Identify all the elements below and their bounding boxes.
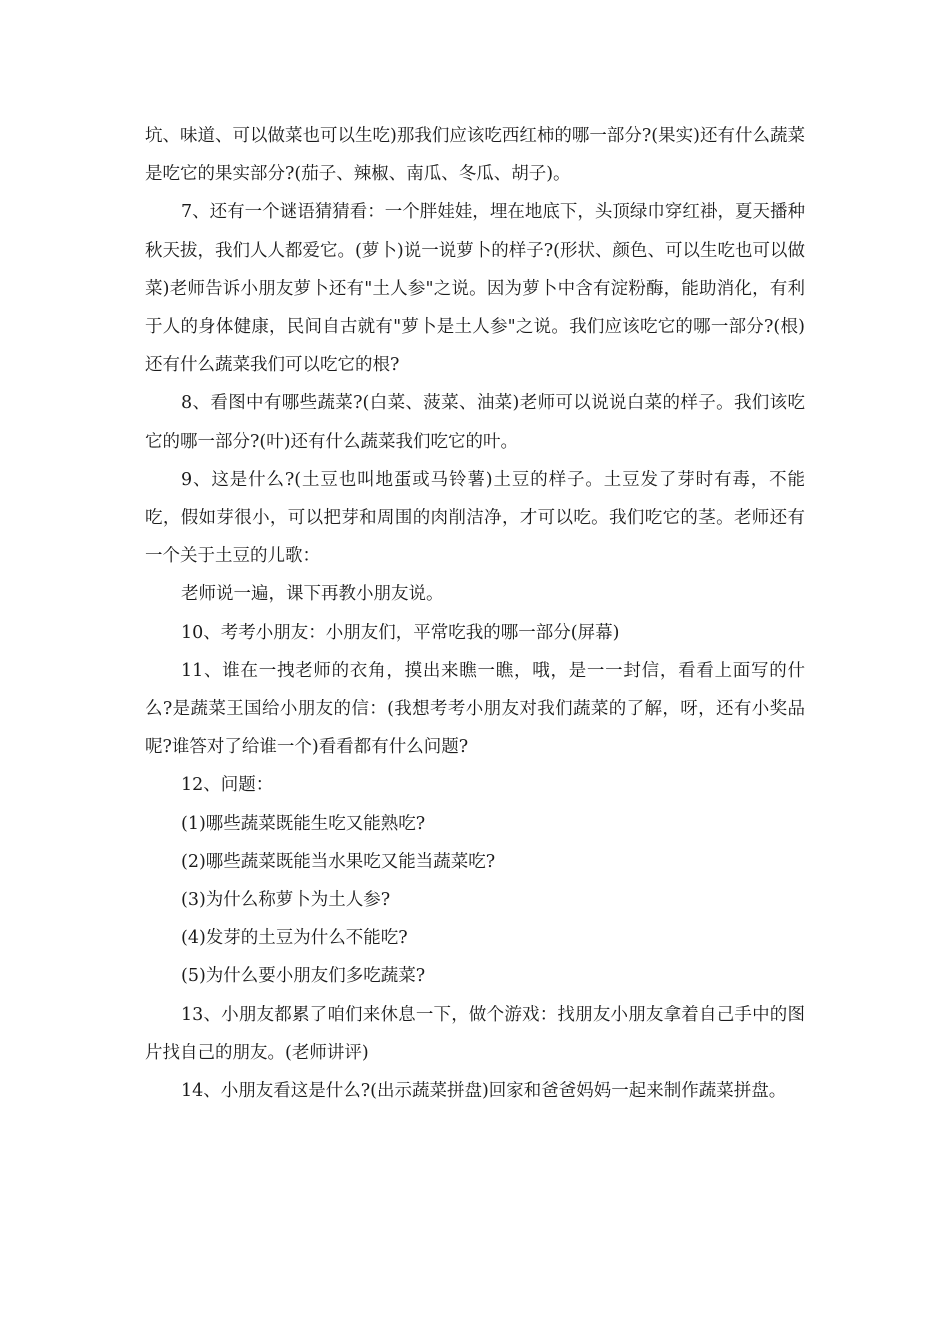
- paragraph-item-8: 8、看图中有哪些蔬菜?(白菜、菠菜、油菜)老师可以说说白菜的样子。我们该吃它的哪一部分?(叶)还有什么蔬菜我们吃它的叶。: [145, 393, 805, 452]
- paragraph-continuation: 坑、味道、可以做菜也可以生吃)那我们应该吃西红柿的哪一部分?(果实)还有什么蔬菜是吃它的果实部分?(茄子、辣椒、南瓜、冬瓜、胡子)。: [145, 126, 805, 185]
- question-3: (3)为什么称萝卜为土人参?: [181, 890, 391, 911]
- paragraph-item-12: 12、问题：: [181, 775, 274, 796]
- question-2: (2)哪些蔬菜既能当水果吃又能当蔬菜吃?: [181, 851, 496, 872]
- paragraph-item-10: 10、考考小朋友：小朋友们，平常吃我的哪一部分(屏幕): [181, 622, 620, 643]
- paragraph-item-14: 14、小朋友看这是什么?(出示蔬菜拼盘)回家和爸爸妈妈一起来制作蔬菜拼盘。: [181, 1081, 787, 1102]
- paragraph-item-13: 13、小朋友都累了咱们来休息一下，做个游戏：找朋友小朋友拿着自己手中的图片找自己的朋友。(老师讲评): [145, 1004, 805, 1063]
- question-4: (4)发芽的土豆为什么不能吃?: [181, 928, 408, 949]
- paragraph-item-9: 9、这是什么?(土豆也叫地蛋或马铃薯)土豆的样子。土豆发了芽时有毒，不能吃，假如芽很小，可以把芽和周围的肉削洁净，才可以吃。我们吃它的茎。老师还有一个关于土豆的儿歌：: [145, 469, 805, 567]
- paragraph-item-7: 7、还有一个谜语猜猜看：一个胖娃娃，埋在地底下，头顶绿巾穿红褂，夏天播种秋天拔，我们人人都爱它。(萝卜)说一说萝卜的样子?(形状、颜色、可以生吃也可以做菜)老师告诉小朋友萝卜还有"土人参"之说。因为萝卜中含有淀粉酶，能助消化，有利于人的身体健康，民间自古就有"萝卜是土人参"之说。我们应该吃它的哪一部分?(根)还有什么蔬菜我们可以吃它的根?: [145, 202, 805, 376]
- question-1: (1)哪些蔬菜既能生吃又能熟吃?: [181, 813, 426, 834]
- paragraph-teacher-note: 老师说一遍，课下再教小朋友说。: [181, 584, 444, 605]
- question-5: (5)为什么要小朋友们多吃蔬菜?: [181, 966, 426, 987]
- paragraph-item-11: 11、谁在一拽老师的衣角，摸出来瞧一瞧，哦，是一一封信，看看上面写的什么?是蔬菜王国给小朋友的信：(我想考考小朋友对我们蔬菜的了解，呀，还有小奖品呢?谁答对了给谁一个)看看都有什么问题?: [145, 660, 805, 758]
- document-body: [145, 117, 805, 1110]
